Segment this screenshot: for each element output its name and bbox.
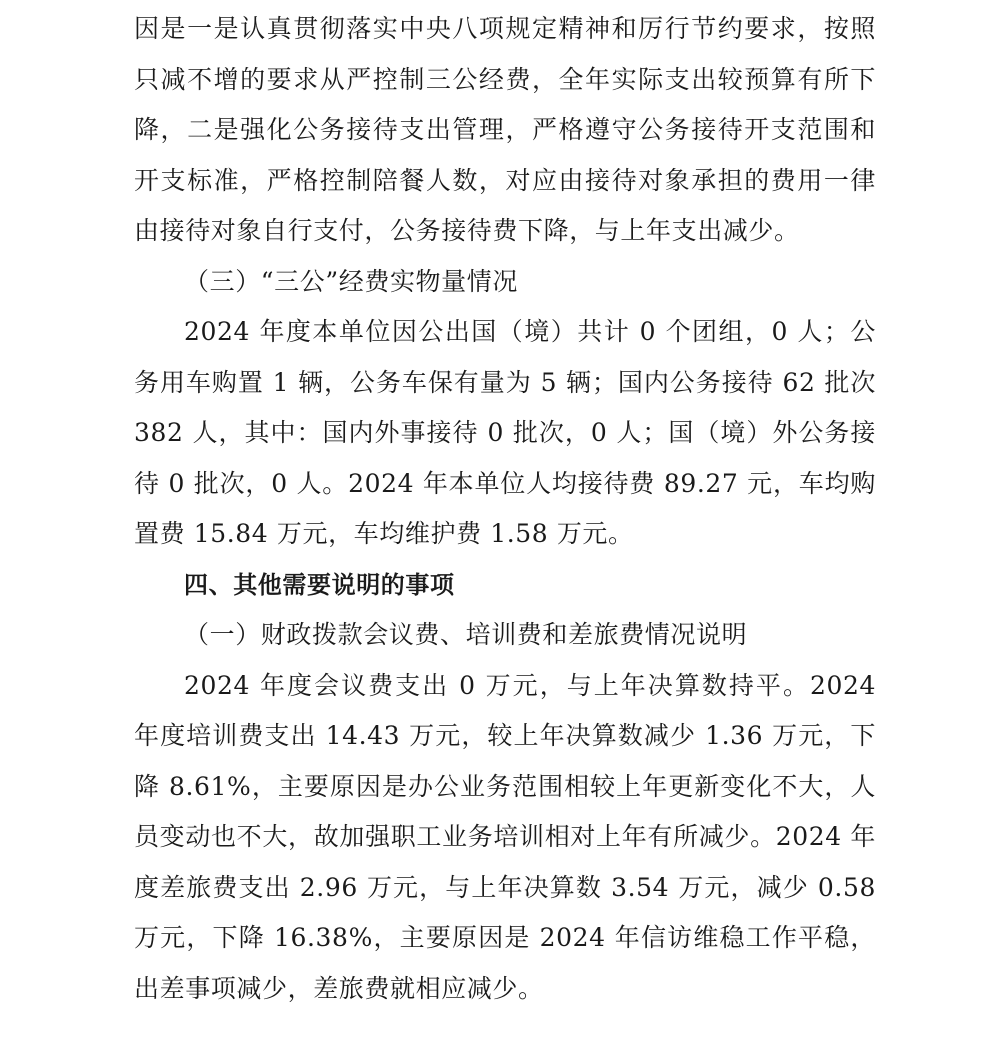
paragraph-three-public-expense-reasons: 因是一是认真贯彻落实中央八项规定精神和厉行节约要求，按照只减不增的要求从严控制三公经费，全年实际支出较预算有所下降，二是强化公务接待支出管理，严格遵守公务接待开支范围和开支标准，严格控制陪餐人数，对应由接待对象承担的费用一律由接待对象自行支付，公务接待费下降，与上年支出减少。 [134, 14, 876, 245]
document-page [134, 4, 876, 1014]
section-other-matters-heading: 四、其他需要说明的事项 [184, 570, 455, 599]
paragraph-meeting-training-travel-details: 2024 年度会议费支出 0 万元，与上年决算数持平。2024 年度培训费支出 14.43 万元，较上年决算数减少 1.36 万元，下降 8.61%，主要原因是办公业务范围相较上年更新变化不大，人员变动也不大，故加强职工业务培训相对上年有所减少。2024 年度差旅费支出 2.96 万元，与上年决算数 3.54 万元，减少 0.58 万元，下降 16.38%，主要原因是 2024 年信访维稳工作平稳，出差事项减少，差旅费就相应减少。 [134, 670, 876, 1003]
heading-meeting-training-travel-fees: （一）财政拨款会议费、培训费和差旅费情况说明 [184, 620, 748, 649]
paragraph-physical-quantity-details: 2024 年度本单位因公出国（境）共计 0 个团组，0 人；公务用车购置 1 辆，公务车保有量为 5 辆；国内公务接待 62 批次 382 人，其中：国内外事接待 0 批次，0 人；国（境）外公务接待 0 批次，0 人。2024 年本单位人均接待费 89.27 元，车均购置费 15.84 万元，车均维护费 1.58 万元。 [134, 317, 876, 548]
heading-three-public-physical-quantity: （三）“三公”经费实物量情况 [184, 266, 518, 296]
